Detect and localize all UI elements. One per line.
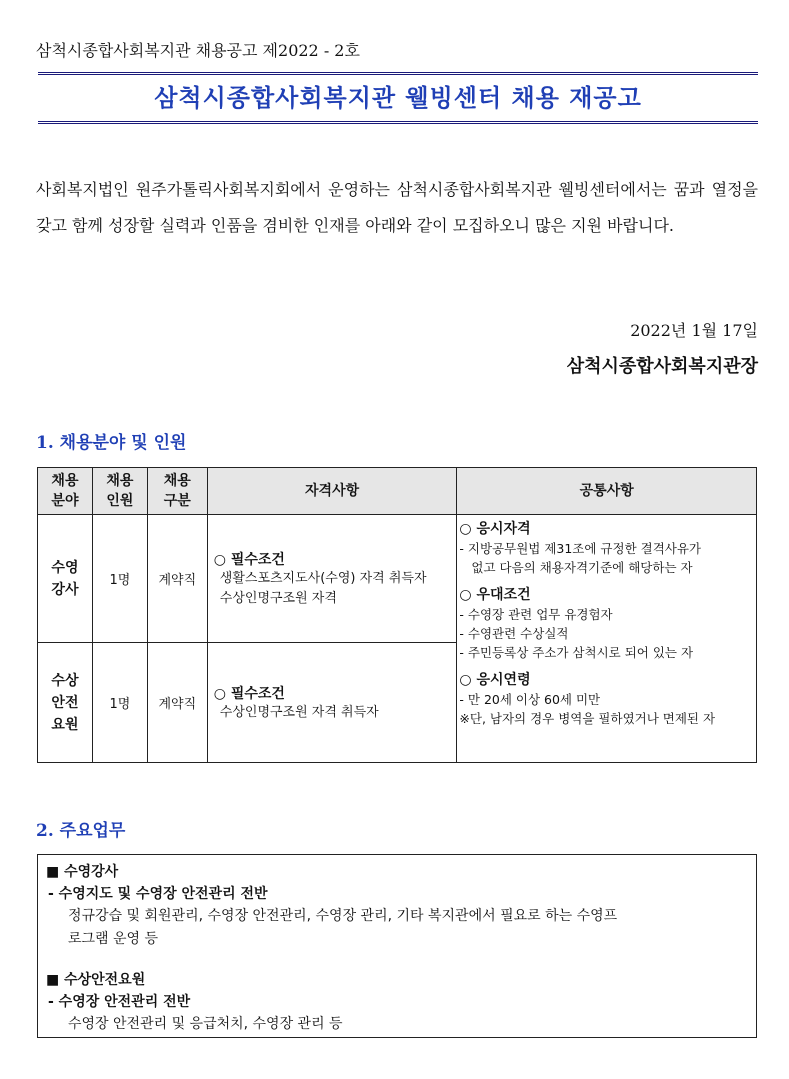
- duties-box: [37, 854, 757, 1038]
- header-type-line: 채용: [163, 473, 191, 489]
- field-line: 요원: [51, 716, 79, 733]
- row-qualification: [207, 515, 457, 643]
- preference-line: - 수영관련 수상실적: [459, 626, 569, 641]
- row-type: 계약직: [147, 643, 207, 763]
- field-line: 안전: [51, 694, 79, 711]
- preference-heading: ○ 우대조건: [459, 587, 531, 603]
- header-type: [147, 468, 207, 515]
- field-line: 강사: [51, 581, 79, 598]
- notice-date: 2022년 1월 17일: [630, 321, 758, 340]
- duty-desc: 수영장 안전관리 및 응급처치, 수영장 관리 등: [68, 1016, 343, 1032]
- field-line: 수상: [51, 672, 79, 689]
- table-row: [38, 515, 757, 643]
- req-line: 생활스포츠지도사(수영) 자격 취득자: [219, 570, 427, 586]
- row-count: 1명: [92, 643, 147, 763]
- header-count-line: 채용: [106, 473, 134, 489]
- row-type: 계약직: [147, 515, 207, 643]
- eligibility-line: 없고 다음의 채용자격기준에 해당하는 자: [471, 560, 693, 575]
- header-type-line: 구분: [163, 493, 191, 509]
- field-line: 수영: [51, 559, 79, 576]
- header-common: 공통사항: [457, 468, 757, 515]
- age-line: ※단, 남자의 경우 병역을 필하였거나 면제된 자: [459, 711, 716, 726]
- header-count-line: 인원: [106, 493, 134, 509]
- header-field-line: 채용: [51, 473, 79, 489]
- req-line: 수상인명구조원 자격: [219, 590, 337, 606]
- header-count: [92, 468, 147, 515]
- title-banner: [38, 72, 758, 124]
- preference-line: - 수영장 관련 업무 유경험자: [459, 607, 613, 622]
- row-qualification: [207, 643, 457, 763]
- req-heading: ○ 필수조건: [213, 685, 285, 702]
- organization-signature: 삼척시종합사회복지관장: [566, 356, 758, 377]
- row-field: [38, 643, 93, 763]
- duty-sub: - 수영장 안전관리 전반: [48, 994, 191, 1010]
- notice-number: 삼척시종합사회복지관 채용공고 제2022 - 2호: [36, 41, 360, 60]
- row-count: 1명: [92, 515, 147, 643]
- page-title: 삼척시종합사회복지관 웰빙센터 채용 재공고: [154, 83, 642, 112]
- header-field-line: 분야: [51, 493, 79, 509]
- duty-desc: 로그램 운영 등: [68, 931, 159, 947]
- section-heading-duties: 2. 주요업무: [36, 821, 126, 841]
- eligibility-line: - 지방공무원법 제31조에 규정한 결격사유가: [459, 541, 701, 556]
- preference-line: - 주민등록상 주소가 삼척시로 되어 있는 자: [459, 645, 694, 660]
- recruitment-table: [37, 467, 757, 763]
- duty-desc: 정규강습 및 회원관리, 수영장 안전관리, 수영장 관리, 기타 복지관에서 필요로 하는 수영프: [68, 908, 618, 924]
- row-field: [38, 515, 93, 643]
- duty-title: ■ 수영강사: [46, 864, 119, 880]
- req-heading: ○ 필수조건: [213, 551, 285, 568]
- age-line: - 만 20세 이상 60세 미만: [459, 692, 601, 707]
- duty-title: ■ 수상안전요원: [46, 972, 146, 988]
- section-heading-recruitment: 1. 채용분야 및 인원: [36, 433, 187, 453]
- common-conditions: [457, 515, 757, 763]
- req-line: 수상인명구조원 자격 취득자: [219, 704, 379, 720]
- header-field: [38, 468, 93, 515]
- age-heading: ○ 응시연령: [459, 672, 531, 688]
- table-header-row: [38, 468, 757, 515]
- eligibility-heading: ○ 응시자격: [459, 521, 531, 537]
- duty-sub: - 수영지도 및 수영장 안전관리 전반: [48, 886, 268, 902]
- intro-paragraph: 사회복지법인 원주가톨릭사회복지회에서 운영하는 삼척시종합사회복지관 웰빙센터에서는 꿈과 열정을 갖고 함께 성장할 실력과 인품을 겸비한 인재를 아래와 같이 모집하오니 많은 지원 바랍니다.: [36, 180, 758, 235]
- header-qualification: 자격사항: [207, 468, 457, 515]
